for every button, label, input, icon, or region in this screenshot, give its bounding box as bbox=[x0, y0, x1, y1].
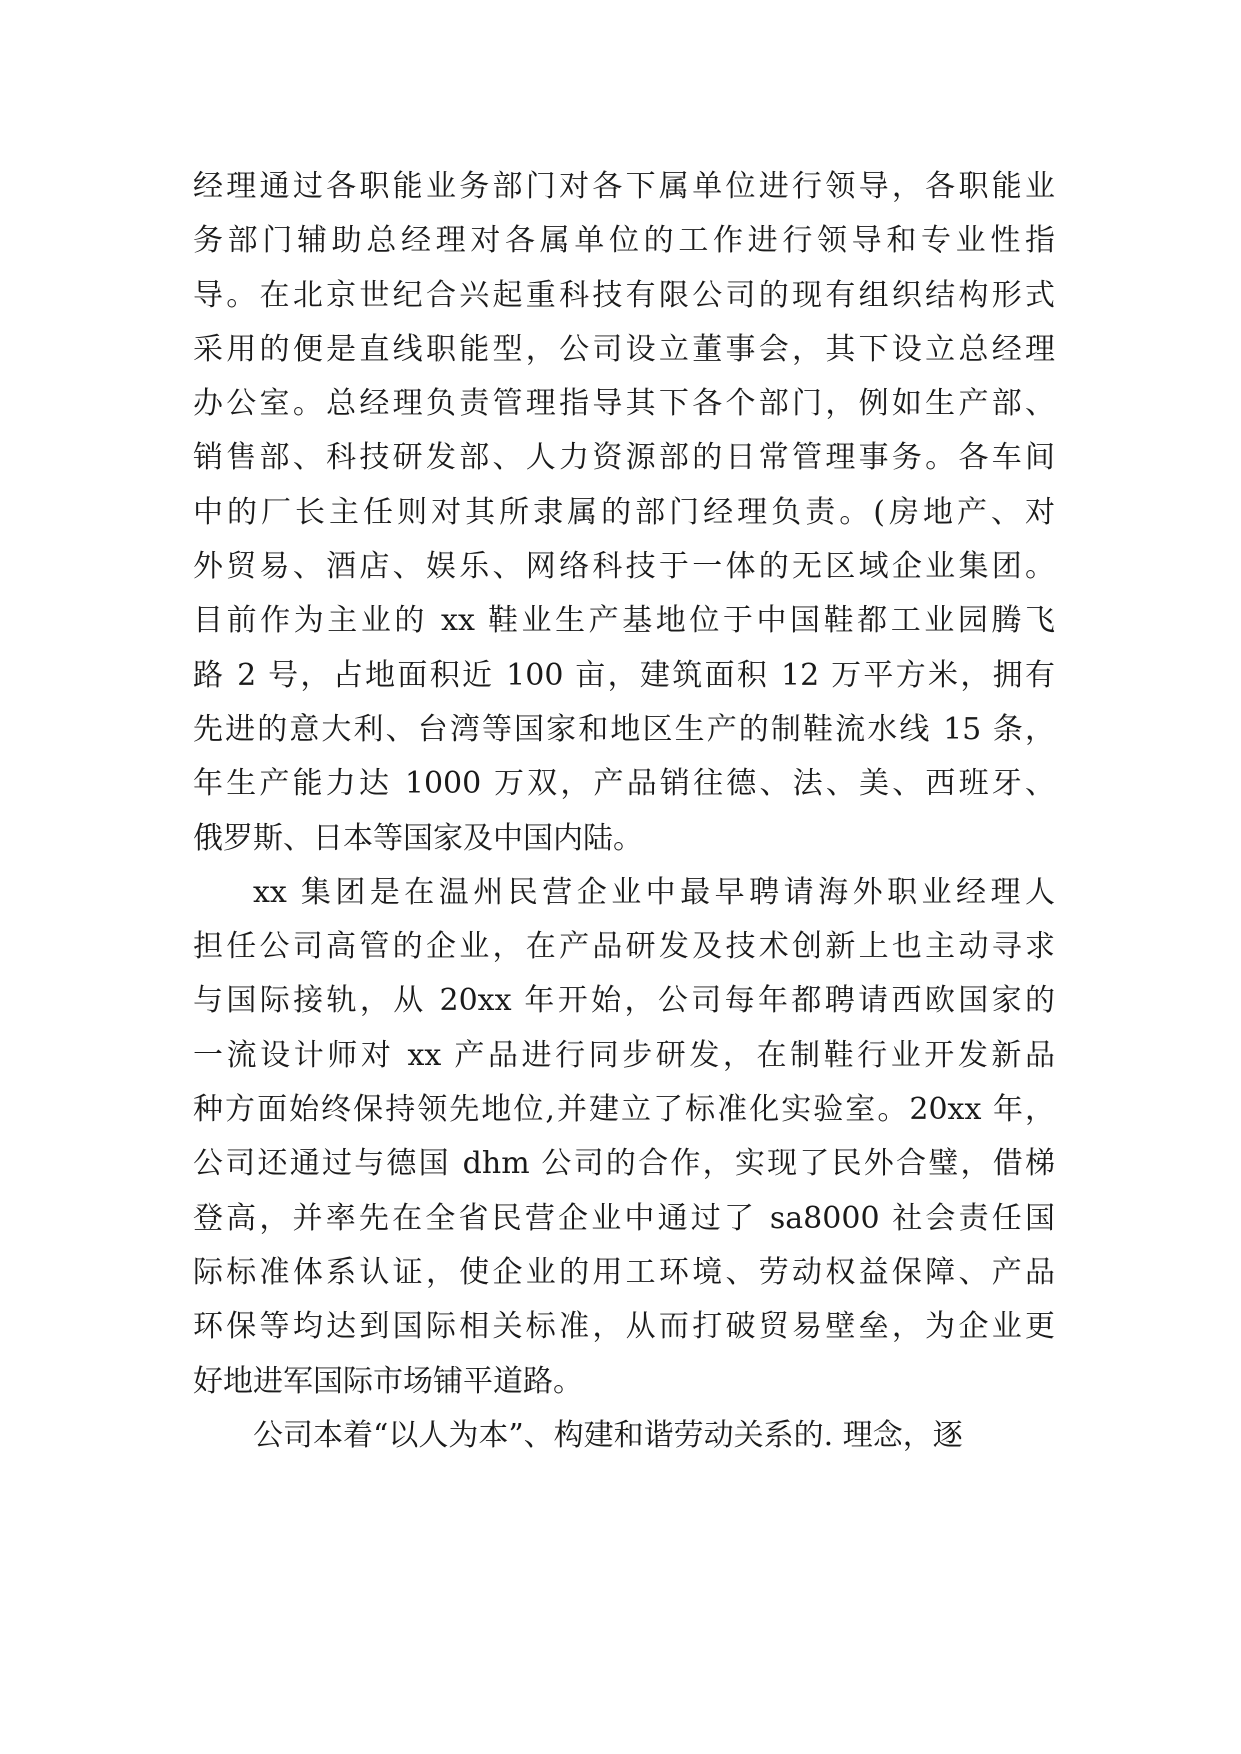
text-line: 一流设计师对 xx 产品进行同步研发，在制鞋行业开发新品 bbox=[193, 1037, 1055, 1073]
text-line: 环保等均达到国际相关标准，从而打破贸易壁垒，为企业更 bbox=[193, 1309, 1055, 1345]
text-line: 办公室。总经理负责管理指导其下各个部门，例如生产部、 bbox=[193, 386, 1055, 422]
paragraph bbox=[193, 160, 1055, 866]
text-line: 际标准体系认证，使企业的用工环境、劳动权益保障、产品 bbox=[193, 1254, 1055, 1290]
text-line: 先进的意大利、台湾等国家和地区生产的制鞋流水线 15 条， bbox=[193, 711, 1055, 747]
text-line: 路 2 号，占地面积近 100 亩，建筑面积 12 万平方米，拥有 bbox=[193, 657, 1055, 693]
text-line: 目前作为主业的 xx 鞋业生产基地位于中国鞋都工业园腾飞 bbox=[193, 603, 1055, 639]
text-line: 俄罗斯、日本等国家及中国内陆。 bbox=[193, 820, 643, 856]
text-line: 与国际接轨，从 20xx 年开始，公司每年都聘请西欧国家的 bbox=[193, 983, 1055, 1019]
text-line: xx 集团是在温州民营企业中最早聘请海外职业经理人 bbox=[253, 874, 1055, 910]
text-line: 担任公司高管的企业，在产品研发及技术创新上也主动寻求 bbox=[193, 929, 1055, 965]
document-body bbox=[193, 160, 1055, 1463]
text-line: 登高，并率先在全省民营企业中通过了 sa8000 社会责任国 bbox=[193, 1200, 1055, 1236]
text-line: 务部门辅助总经理对各属单位的工作进行领导和专业性指 bbox=[193, 223, 1055, 259]
text-line: 中的厂长主任则对其所隶属的部门经理负责。(房地产、对 bbox=[193, 494, 1055, 530]
text-line: 经理通过各职能业务部门对各下属单位进行领导，各职能业 bbox=[193, 169, 1055, 204]
text-line: 种方面始终保持领先地位,并建立了标准化实验室。20xx 年， bbox=[193, 1092, 1055, 1128]
text-line: 公司还通过与德国 dhm 公司的合作，实现了民外合璧，借梯 bbox=[193, 1146, 1055, 1182]
text-line: 导。在北京世纪合兴起重科技有限公司的现有组织结构形式 bbox=[193, 277, 1055, 313]
text-line: 销售部、科技研发部、人力资源部的日常管理事务。各车间 bbox=[193, 440, 1055, 476]
text-line: 采用的便是直线职能型，公司设立董事会，其下设立总经理 bbox=[193, 331, 1055, 367]
text-line: 好地进军国际市场铺平道路。 bbox=[193, 1363, 583, 1399]
text-line: 外贸易、酒店、娱乐、网络科技于一体的无区域企业集团。 bbox=[193, 549, 1055, 585]
text-line: 公司本着“以人为本”、构建和谐劳动关系的. 理念，逐 bbox=[253, 1417, 963, 1453]
paragraph bbox=[193, 866, 1055, 1409]
paragraph bbox=[193, 1409, 1055, 1463]
text-line: 年生产能力达 1000 万双，产品销往德、法、美、西班牙、 bbox=[193, 766, 1055, 802]
